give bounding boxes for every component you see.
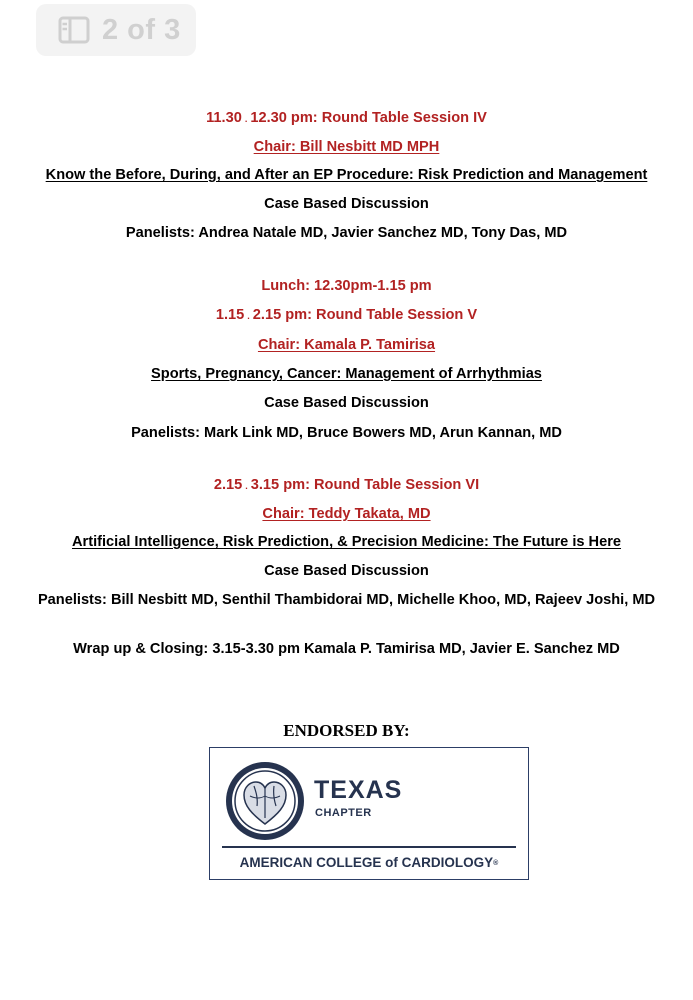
closing-line: Wrap up & Closing: 3.15-3.30 pm Kamala P. Tamirisa MD, Javier E. Sanchez MD bbox=[73, 641, 620, 657]
session-chair: Chair: Kamala P. Tamirisa bbox=[257, 337, 436, 353]
session-chair: Chair: Bill Nesbitt MD MPH bbox=[253, 139, 440, 155]
session-topic: Artificial Intelligence, Risk Prediction, & Precision Medicine: The Future is Here bbox=[71, 534, 622, 550]
logo-state: TEXAS bbox=[314, 776, 403, 804]
page-indicator bbox=[36, 4, 196, 56]
session-panelists: Panelists: Bill Nesbitt MD, Senthil Thambidorai MD, Michelle Khoo, MD, Rajeev Joshi, MD bbox=[37, 592, 656, 608]
session-format: Case Based Discussion bbox=[264, 196, 429, 212]
logo-org: AMERICAN COLLEGE of CARDIOLOGY® bbox=[239, 855, 499, 870]
session-panelists: Panelists: Mark Link MD, Bruce Bowers MD, Arun Kannan, MD bbox=[131, 425, 562, 441]
logo-divider bbox=[222, 846, 516, 848]
logo-chapter: CHAPTER bbox=[315, 807, 372, 819]
session-topic: Sports, Pregnancy, Cancer: Management of Arrhythmias bbox=[151, 366, 542, 382]
session-format: Case Based Discussion bbox=[264, 395, 429, 411]
sidebar-icon bbox=[58, 16, 90, 44]
lunch-break: Lunch: 12.30pm-1.15 pm bbox=[261, 278, 432, 294]
session-format: Case Based Discussion bbox=[264, 563, 429, 579]
session-time: 2.15 . 3.15 pm: Round Table Session VI bbox=[213, 477, 480, 493]
session-time: 1.15 . 2.15 pm: Round Table Session V bbox=[215, 307, 478, 323]
acc-texas-logo bbox=[209, 747, 529, 880]
session-time: 11.30 . 12.30 pm: Round Table Session IV bbox=[206, 110, 487, 126]
heart-seal-icon bbox=[224, 760, 306, 842]
session-topic: Know the Before, During, and After an EP Procedure: Risk Prediction and Management bbox=[45, 167, 648, 183]
endorsed-heading: ENDORSED BY: bbox=[283, 721, 410, 740]
page-count: 2 of 3 bbox=[102, 13, 181, 46]
session-panelists: Panelists: Andrea Natale MD, Javier Sanchez MD, Tony Das, MD bbox=[125, 225, 568, 241]
session-chair: Chair: Teddy Takata, MD bbox=[262, 506, 431, 522]
